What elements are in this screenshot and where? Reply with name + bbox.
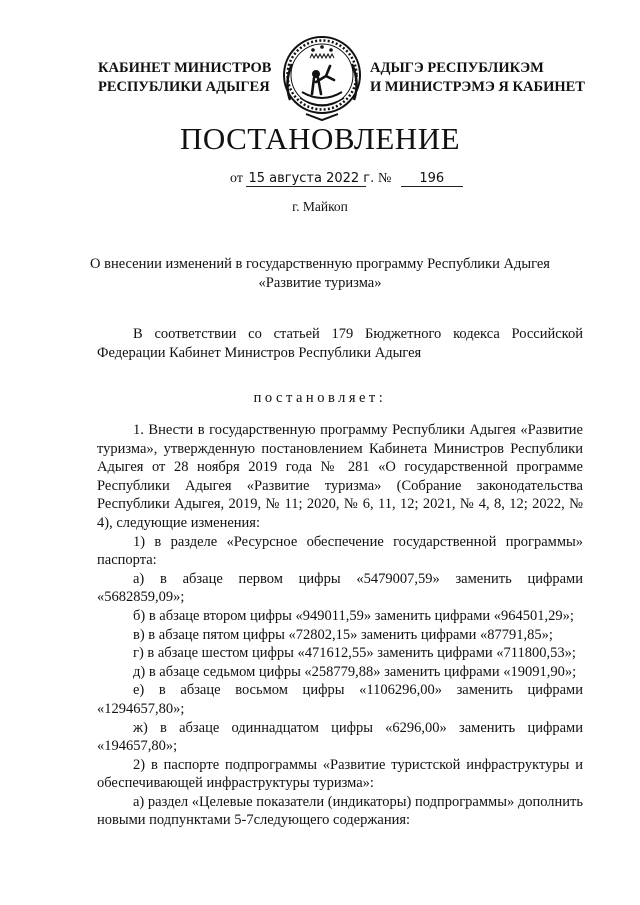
issuer-line-adyghe-2: И МИНИСТРЭМЭ Я КАБИНЕТ	[370, 79, 585, 95]
body-paragraph: 2) в паспорте подпрограммы «Развитие туристской инфраструктуры и обеспечивающей инфраструктуры туризма»:	[97, 756, 583, 792]
resolves-heading: постановляет:	[253, 390, 387, 406]
issuer-name-adyghe	[370, 59, 585, 97]
document-body	[97, 421, 583, 830]
body-paragraph: а) раздел «Целевые показатели (индикаторы) подпрограммы» дополнить новыми подпунктами 5-7следующего содержания:	[97, 793, 583, 829]
document-subject	[70, 255, 570, 293]
date-number-line	[230, 171, 463, 187]
issuer-name-russian	[98, 59, 271, 97]
body-paragraph: ж) в абзаце одиннадцатом цифры «6296,00» заменить цифрами «194657,80»;	[97, 719, 583, 755]
preamble-paragraph: В соответствии со статьей 179 Бюджетного кодекса Российской Федерации Кабинет Министров Республики Адыгея	[97, 326, 583, 361]
body-paragraph: е) в абзаце восьмом цифры «1106296,00» заменить цифрами «1294657,80»;	[97, 682, 583, 717]
subject-line-2: «Развитие туризма»	[258, 275, 382, 291]
issuer-line-2: РЕСПУБЛИКИ АДЫГЕЯ	[98, 79, 270, 95]
adygea-coat-of-arms-icon	[280, 28, 364, 124]
issuer-line-1: КАБИНЕТ МИНИСТРОВ	[98, 60, 272, 76]
body-paragraph: 1. Внести в государственную программу Республики Адыгея «Развитие туризма», утвержденную постановлением Кабинета Министров Республики Адыгея от 28 ноября 2019 года № 281 «О государственной программе Республики Адыгея «Развитие туризма» (Собрание законодательства Республики Адыгея, 2019, № 11; 2020, № 6, 11, 12; 2021, № 4, 8, 12; 2022, № 4), следующие изменения:	[97, 422, 583, 531]
body-paragraph: в) в абзаце пятом цифры «72802,15» заменить цифрами «87791,85»;	[133, 626, 553, 643]
body-paragraph: а) в абзаце первом цифры «5479007,59» заменить цифрами «5682859,09»;	[97, 570, 583, 606]
document-date: 15 августа 2022 г.	[248, 171, 375, 186]
date-prefix: от	[230, 171, 243, 186]
body-paragraph: д) в абзаце седьмом цифры «258779,88» заменить цифрами «19091,90»;	[133, 663, 577, 680]
number-label: №	[377, 171, 392, 186]
body-paragraph: г) в абзаце шестом цифры «471612,55» заменить цифрами «711800,53»;	[133, 645, 576, 662]
city-name: г. Майкоп	[292, 199, 348, 214]
document-title: ПОСТАНОВЛЕНИЕ	[179, 121, 461, 156]
body-paragraph: 1) в разделе «Ресурсное обеспечение государственной программы» паспорта:	[97, 533, 583, 569]
subject-line-1: О внесении изменений в государственную программу Республики Адыгея	[90, 256, 550, 272]
document-number: 196	[401, 171, 463, 187]
body-paragraph: б) в абзаце втором цифры «949011,59» заменить цифрами «964501,29»;	[133, 607, 574, 624]
issuer-line-adyghe-1: АДЫГЭ РЕСПУБЛИКЭМ	[370, 60, 544, 76]
